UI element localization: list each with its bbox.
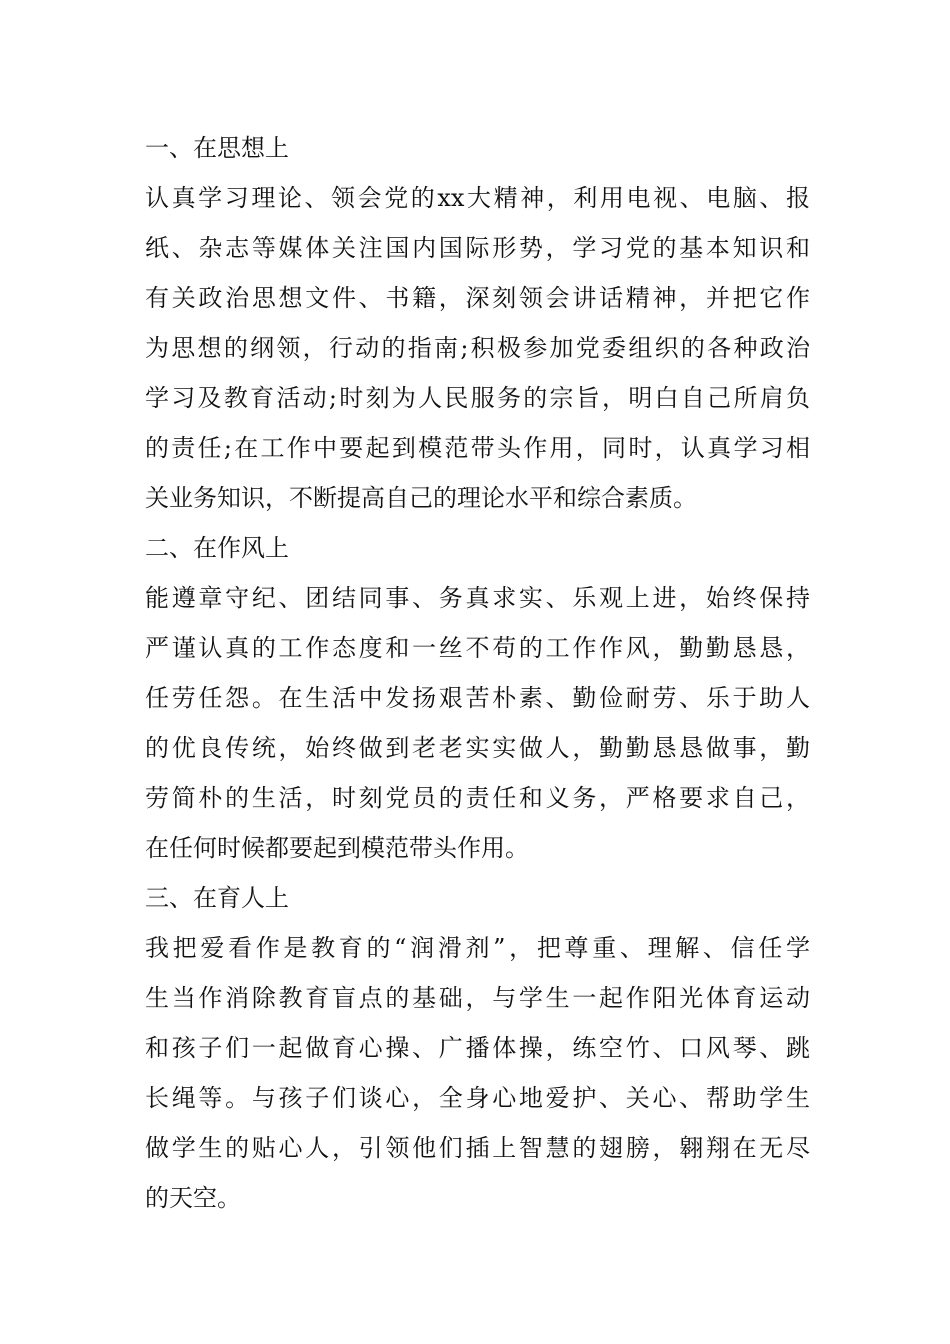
paragraph-line: 在任何时候都要起到模范带头作用。 [145,834,529,862]
paragraph-line: 为思想的纲领，行动的指南;积极参加党委组织的各种政治 [145,334,810,362]
paragraph-line: 的优良传统，始终做到老老实实做人，勤勤恳恳做事，勤 [145,734,810,762]
paragraph-line: 任劳任怨。在生活中发扬艰苦朴素、勤俭耐劳、乐于助人 [145,684,810,712]
paragraph-line: 有关政治思想文件、书籍，深刻领会讲话精神，并把它作 [145,284,810,312]
paragraph-line: 的责任;在工作中要起到模范带头作用，同时，认真学习相 [145,434,810,462]
paragraph-line: 纸、杂志等媒体关注国内国际形势，学习党的基本知识和 [145,234,810,262]
paragraph-line: 长绳等。与孩子们谈心，全身心地爱护、关心、帮助学生 [145,1084,810,1112]
paragraph-line: 做学生的贴心人，引领他们插上智慧的翅膀，翱翔在无尽 [145,1134,810,1162]
heading-style: 二、在作风上 [145,534,289,562]
paragraph-line: 的天空。 [145,1184,241,1212]
paragraph-line: 能遵章守纪、团结同事、务真求实、乐观上进，始终保持 [145,584,810,612]
document-page [145,123,810,1223]
paragraph-line: 关业务知识，不断提高自己的理论水平和综合素质。 [145,484,697,512]
paragraph-line: 和孩子们一起做育心操、广播体操，练空竹、口风琴、跳 [145,1034,810,1062]
paragraph-line: 认真学习理论、领会党的xx大精神，利用电视、电脑、报 [145,184,810,212]
heading-thought: 一、在思想上 [145,134,289,162]
paragraph-line: 严谨认真的工作态度和一丝不苟的工作作风，勤勤恳恳， [145,634,810,662]
paragraph-line: 学习及教育活动;时刻为人民服务的宗旨，明白自己所肩负 [145,384,810,412]
paragraph-line: 我把爱看作是教育的“润滑剂”，把尊重、理解、信任学 [145,934,810,962]
heading-education: 三、在育人上 [145,884,289,912]
paragraph-line: 劳简朴的生活，时刻党员的责任和义务，严格要求自己， [145,784,810,812]
paragraph-line: 生当作消除教育盲点的基础，与学生一起作阳光体育运动 [145,984,810,1012]
